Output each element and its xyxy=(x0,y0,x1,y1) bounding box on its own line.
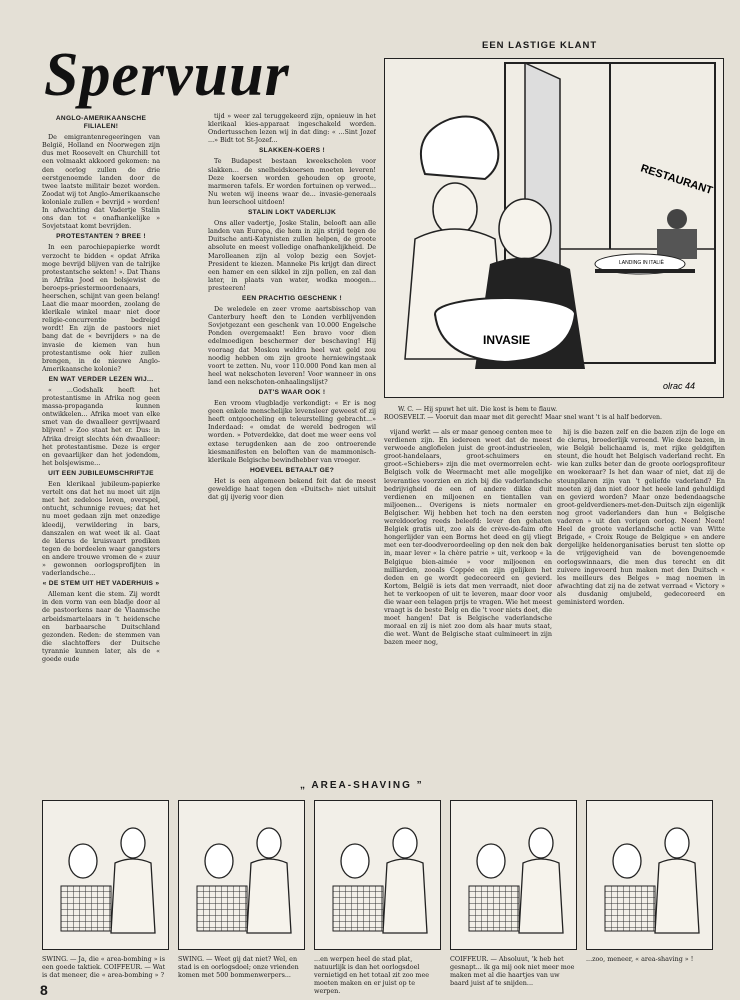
cartoon-drawing xyxy=(385,59,722,396)
article-text: Een klerikaal jubileum-papierke vertelt ons dat het nu moet uit zijn met het zedeloos leven, overspel, ontucht, schunnige revues; dat het nu moet gedaan zijn met onzedige kleedij, verwildering in bars, danszalen en wat weet ik al. Gaat de klerus de kruisvaart prediken tegen de bordeelen waar gangsters en andere trouwe vromen de « zuur » gewonnen oorlogsprofijten in vaderlandsche... xyxy=(42,480,160,578)
panel-drawing xyxy=(179,801,303,948)
panel-caption-1: SWING. — Ja, die « area-bombing » is een goede taktiek. COIFFEUR. — Wat is dat meneer, die « area-bombing » ? xyxy=(42,955,166,979)
column-2 xyxy=(208,112,376,782)
cartoon xyxy=(384,58,724,398)
masthead: Spervuur xyxy=(44,41,290,109)
heading: ANGLO-AMERIKAANSCHE FILIALEN! xyxy=(55,115,147,131)
panel-caption-2: SWING. — Weet gij dat niet? Wel, en stad is en oorlogsdoel; onze vrienden komen met 500 bommenwerpers... xyxy=(178,955,299,979)
heading: « DE STEM UIT HET VADERHUIS » xyxy=(42,580,160,588)
article-text: hij is die bazen zelf en die bazen zijn de loge en de clerus, broederlijk vereend. Wie deze bazen, in wie België belichaamd is, met rijke geldgiften steunt, die houdt het Belgisch vaderland recht. En wie kan zulks beter dan de groote oorlogsprofiteur en woekeraar? Is het dan waar of niet, dat zij de steunpilaren zijn van 't geliefde vaderland? En moeten zij dan niet door het heele land gehuldigd en gevierd worden? Maar onze bedendaagsche groot-geldverdieners-met-den-Duitsch zijn eigenlijk nog groot vaderlanders dan hun « Belgische vaderen » uit den vorigen oorlog. Neen! Neen! Heel de groote vaderlandsche actie van Witte Brigade, « Croix Rouge de Belgique » en andere dergelijke heldenorganisaties berust ten slotte op de vrijgevigheid van de bovengenoemde oorlogswinnaars, die men dus terecht en dit zuivere ingevoerd hun maken met den Duitsch « les meilleurs des Belges » mag noemen in afwachting dat zij na de zetwat verraad « Victory » als dusdanig omjubeld, gedecoreerd en geministerd worden. xyxy=(557,428,725,606)
pot-label: INVASIE xyxy=(483,333,531,347)
panel-caption-3: ...en werpen heel de stad plat, natuurlijk is dan het oorlogsdoel vernietigd en het totaal zit zoo mee moeten maken en er juist op te werpen. xyxy=(314,955,430,995)
cartoon-title: EEN LASTIGE KLANT xyxy=(482,40,598,51)
article-text: De emigrantenregeeringen van België, Holland en Noorwegen zijn dus met Roosevelt en Churchill tot een volmaakt akkoord gekomen: na den oorlog zullen de drie eerstgenoemde landen door de twee laatste militair bezet worden. Zoodat wij tot Anglo-Amerikaansche koloniale zullen « bevrijd » worden! In afwachting dat Vadertje Stalin ons dan tot « onafhankelijke » Sovjetstaat komt bevrijden. xyxy=(42,133,160,231)
comic-panel-5 xyxy=(586,800,713,950)
article-text: De weledele en zeer vrome aartsbisschop van Canterbury heeft den te Londen verblijvenden Sovjetgezant een geschenk van 10.000 Engelsche Ponden overgemaakt! Een bravo voor dien edelmoedigen beschermer der beschaving! Hij vooraag dat Moskou weldra heel wat geld zou noodig hebben om zijn groote herniewingstaak voort te zetten. Nu, voor 110.000 Pond kan men al heel wat nekschoten leveren! Voor wanneer in ons land een nekschoten-onhaalingslijst? xyxy=(208,305,376,386)
article-text: Te Budapest bestaan kweekscholen voor slakken... de snelheidskoersen moeten leveren! Deze koersen worden gehouden op groote, marmeren tafels. Er worden fortuinen op verwed... Nu weten wij ineens waar de... invasie-generaals hun leerschool uitdoen! xyxy=(208,157,376,206)
panel-drawing xyxy=(43,801,167,948)
column-3 xyxy=(384,428,552,778)
comic-panel-1 xyxy=(42,800,169,950)
column-4 xyxy=(557,428,725,778)
comic-panel-4 xyxy=(450,800,577,950)
panel-caption-4: COIFFEUR. — Absoluut, 'k heb het gesnapt... ik ga mij ook niet meer moe maken met al die haartjes van uw baard juist af te snijden... xyxy=(450,955,575,987)
panel-drawing xyxy=(451,801,575,948)
caption-line: W. C. — Hij spuwt het uit. Die kost is hem te flauw. xyxy=(398,406,558,413)
strip-title: „ AREA-SHAVING ” xyxy=(300,780,424,791)
heading: PROTESTANTEN ? BREE ! xyxy=(56,233,146,241)
article-text: Ons aller vadertje, Joske Stalin, belooft aan alle landen van Europa, die hem in zijn strijd tegen de Duitsche anti-Katynisten zullen helpen, de groote absolute en meest volledige onafhankelijkheid. De Marolleanen zijn al volop bezig een Sovjet-President te kiezen. Manneke Pis krijgt dan direct een hamer en een sikkel in zijn pollen, en zal dan later, in plaats van water, wodka moogen... presteeren! xyxy=(208,219,376,292)
page-number: 8 xyxy=(40,982,48,998)
caption-line: ROOSEVELT. — Vooruit dan maar met dit gerecht! Maar snel want 't is al half bedorven. xyxy=(384,414,662,421)
heading: SLAKKEN-KOERS ! xyxy=(258,147,326,155)
article-text: Alleman kent die stem. Zij wordt in den vorm van een bladje door al de pastoorkens naar de Vlaamsche arbeidsmartelaars in 't heidensche en barbaarsche Duitschland gezonden. Reden: de stemmen van die slachtoffers der Duitsche tyrannie kunnen later, als de « goede oude xyxy=(42,590,160,663)
article-text: Een vroom vlugbladje verkondigt: « Er is nog geen enkele menschelijke levensleer geweest of zij heeft ontgoocheling en teleurstelling gebracht...» Inderdaad: « omdat de wereld bedrogen wil worden. » Potverdekke, dat doet me weer eens vol extase terugdenken aan de zoo ontroerende kiesmanifesten en beloften van de mammonisch-klerikale Belgische bewindhebber van vroeger. xyxy=(208,399,376,464)
signature: olrac 44 xyxy=(663,381,696,391)
article-text: vijand werkt — als er maar genoeg centen mee te verdienen zijn. En iedereen weet dat de meest verwoede anglofielen juist de groot-industrieelen, groot-handelaars, groot-schuimers en groot-«Schiebers» zijn die met overmorrelen echt-Belgisch volk de Weermacht met alle mogelijke leveranties voorzien en zich bij die vaderlandsche bedrijvigheid de een of andere dikke duit verdienen en miljoenen en tientallen van miljoenen... Overigens is niets normaler en Belgischer. Wij hebben het toch na den eersten wereldoorlog reeds beleefd: lever den gehaten Belgiek gratis uit, zoo als de crève-de-faim ofte hongerlijder van een Borms het deed en gij vliegt met een ter-doodveroordeeling op den nek den bak in, maar lever « la chère patrie » uit, verkoop « la Belgique bien-aimée » voor miljoenen en milliarden, zooals Coppée en zijn gelijken het deden en ge wordt gedecoreerd en gevierd. Kortom, België is iets dat men verraadt, niet door het te verkoopen of uit te leveren, maar door voor die waar een telagen prijs te vragen. Wie het meest vraagt is de beste Belg en die 't voor niets doet, die moet hangen! Dat is Belgische vaderlandsche moraal en zij is niet zoo dom als haar muts staat, die wet. Want de Belgische staat culmineert in zijn bazen meer nog, xyxy=(384,428,552,647)
heading: EEN PRACHTIG GESCHENK ! xyxy=(242,294,342,302)
comic-panel-2 xyxy=(178,800,305,950)
article-text: tijd » weer zal teruggekeerd zijn, opnieuw in het klerikaal kies-apparaat ingeschakeld worden. Ondertusschen lezen wij in dat ding: « ...Sint Jozef ...» Bidt tot St-Jozef... xyxy=(208,112,376,145)
heading: DAT'S WAAR OOK ! xyxy=(258,389,326,396)
window-text: RESTAURANT xyxy=(639,162,715,198)
article-text: « ...Godshalk heeft het protestantisme in Afrika nog geen massa-propaganda kunnen ontwikkelen... Afrika moet van elke smet van de dwaalleer gevrijwaard blijven! » Zoo staat het er. Dus: in Afrika dreigt slechts één dwaalleer: het protestantisme. Deze is erger en gevaarlijker dan het jodendom, het bolsjewisme... xyxy=(42,386,160,467)
column-1 xyxy=(42,112,160,782)
panel-caption-5: ...zoo, meneer, « area-shaving » ! xyxy=(586,955,694,963)
panel-drawing xyxy=(587,801,711,948)
heading: STALIN LOKT VADERLIJK xyxy=(247,209,337,217)
heading: HOEVEEL BETAALT GE? xyxy=(249,466,335,474)
panel-drawing xyxy=(315,801,439,948)
heading: EN WAT VERDER LEZEN WIJ... xyxy=(48,375,154,383)
comic-panel-3 xyxy=(314,800,441,950)
heading: UIT EEN JUBILEUMSCHRIFTJE xyxy=(48,469,154,477)
article-text: Het is een algemeen bekend feit dat de meest geweldige haat tegen den «Duitsch» niet uitsluit dat gij ijverig voor dien xyxy=(208,476,376,502)
plate-label: LANDING IN ITALIË xyxy=(619,260,664,266)
cartoon-caption xyxy=(384,406,724,422)
article-text: In een parochiepapierke wordt verzocht te bidden « opdat Afrika moge bevrijd blijven van de talrijke protestantsche sekten! ». Dat Thans in Afrika Jood en bolsjewist de beroeps-priestermoordenaars, heerschen, schijnt van geen belang! Laat die maar moorden, zoolang de klerikale winkel maar niet door religie-concurrentie bedreigd wordt! En zijn de pastoors niet bang dat de « bevrijders » na de invasie de kiemen van hun protestantisme ook hier zullen brengen, in de nieuwe Anglo-Amerikaansche kolonie? xyxy=(42,243,160,373)
